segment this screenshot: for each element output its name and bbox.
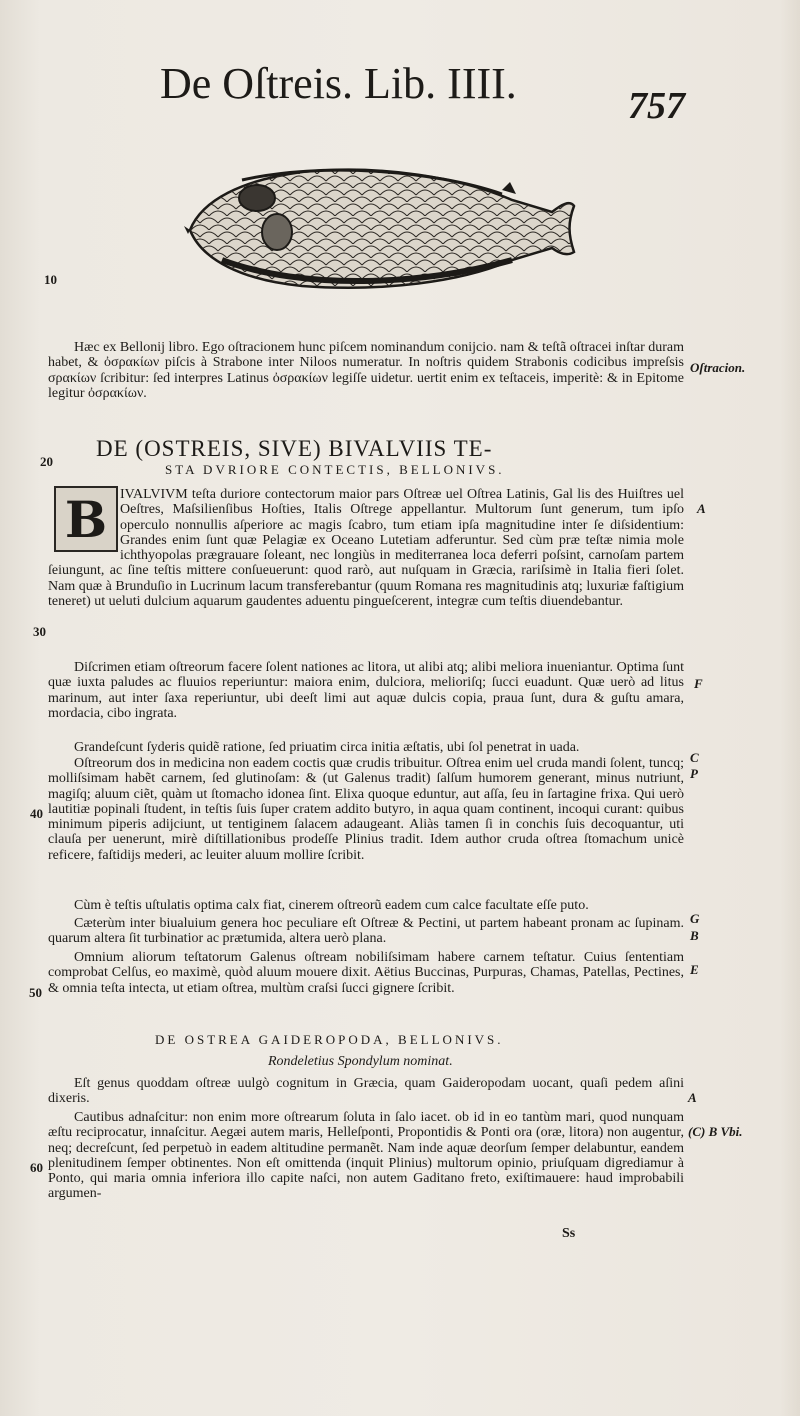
paragraph-bivalvia-6: Cæterùm inter biualuium genera hoc peculiare eſt Oſtreæ & Pectini, ut partem habeant pronam ac ſupinam. quarum altera ſit turbinatior ac prætumida, altera uerò plana. xyxy=(48,916,684,947)
section-heading-bivalvia: DE (OSTREIS, SIVE) BIVALVIIS TE- xyxy=(96,436,493,461)
margin-letter-b: B xyxy=(690,928,699,943)
page-number: 757 xyxy=(628,85,685,127)
line-number-30: 30 xyxy=(33,624,46,639)
line-number-50: 50 xyxy=(29,985,42,1000)
margin-letter-a-2: A xyxy=(688,1090,697,1105)
paragraph-bivalvia-4: Oſtreorum dos in medicina non eadem coctis quæ crudis tribuitur. Oſtrea enim uel cruda mandi ſolent, tuncq; molliſsimam habẽt carnem, ſed glutinoſam: & (ut Galenus tradit) ſalſum humorem generant, minus nutriunt, magiſq; aluum ciẽt, quàm ut ſtomacho idonea ſint. Elixa quoque eduntur, aut aſſa, ſeu in ſartagine frixa. Qui uerò lautitiæ popinali ſtudent, in teſtis ſuis ſuper cratem addito butyro, in aqua quam continent, incoqui curant: quibus minimum piperis adijciunt, ut tentiginem ſalacem adaugeant. Aliàs tamen ſi in conchis ſuis decoquantur, uti clauſa per uenerunt, mirè diſtillationibus prodeſſe Plinius tradit. Idem author cruda oſtrea ſtomachum unicè reficere, faſtidijs mederi, ac leuiter aluum mollire ſcribit. xyxy=(48,756,684,863)
margin-note-ostracion: Oſtracion. xyxy=(690,360,746,375)
margin-letter-g: G xyxy=(690,911,700,926)
margin-letter-e: E xyxy=(690,962,699,977)
line-number-40: 40 xyxy=(30,806,43,821)
paragraph-gaideropoda-2: Cautibus adnaſcitur: non enim more oſtrearum ſoluta in ſalo iacet. ob id in eo tantùm mari, quod nunquam æſtu reciprocatur, innaſcitur. Aegæi autem maris, Helleſponti, Propontidis & Ponti ora (oræ, litora) non augentur, neq; decreſcunt, ſed perpetuò in eadem altitudine permanẽt. Nam inde aquæ deorſum ſemper delabuntur, eandem plenitudinem ſemper obtinentes. Non eſt omittenda (inquit Plinius) multorum opinio, priuſquam digrediamur à Ponto, qui maria omnia inferiora illo capite naſci, non autem Gaditano freto, exiſtimauere: haud improbabili argumen- xyxy=(48,1110,684,1202)
signature-mark: Ss xyxy=(562,1226,576,1241)
section-subheading-rondeletius: Rondeletius Spondylum nominat. xyxy=(268,1054,453,1069)
paragraph-gaideropoda-1: Eſt genus quoddam oſtreæ uulgò cognitum in Græcia, quam Gaideropodam uocant, quaſi pedem aſini dixeris. xyxy=(48,1076,684,1107)
fish-woodcut-illustration xyxy=(182,160,577,300)
margin-letter-p: P xyxy=(690,766,698,781)
drop-cap-initial: B xyxy=(54,486,118,552)
running-head: De Oſtreis. Lib. IIII. xyxy=(160,59,517,108)
line-number-20: 20 xyxy=(40,454,53,469)
paragraph-bivalvia-5: Cùm è teſtis uſtulatis optima calx fiat, cinerem oſtreorũ eadem cum calce facultate eſſe puto. xyxy=(74,898,589,913)
paragraph-bivalvia-1-text: IVALVIVM teſta duriore contectorum maior pars Oſtreæ uel Oſtrea Latinis, Gal lis des Huiſtres uel Oeſtres, Maſsilienſibus Hoſties, Italis Oſtrege appellantur. Multorum ſunt generum, tum ipſo operculo nonnullis aſperiore ac magis ſcabro, tum etiam ipſa magnitudine inter ſe diſsidentium: Grandes enim ſunt quæ Pelagiæ ex Oceano Lutetiam adferuntur. Sed cùm præ teſtæ nimia mole ichthyopolas prægrauare ſoleant, nec longiùs in mediterranea loca deferri poſsint, carnoſam partem ſeiungunt, ac ſine teſtis mittere conſueuerunt: quod rarò, aut nuſquam in Græcia, rariſsimè in Italia fieri ſolet. Nam quæ à Brunduſio in Lucrinum lacum transferebantur (quum Romana res magnitudinis atq; luxuriæ faſtigium teneret) ut ueluti dulcium aquarum gaudentes aduentu pingueſcerent, integræ cum teſtis diuendebantur. xyxy=(48,487,684,610)
margin-letter-c: C xyxy=(690,750,699,765)
section-heading-gaideropoda: DE OSTREA GAIDEROPODA, BELLONIVS. xyxy=(155,1032,504,1047)
paragraph-bivalvia-2: Diſcrimen etiam oſtreorum facere ſolent nationes ac litora, ut alibi atq; alibi meliora inueniantur. Optima ſunt quæ iuxta paludes ac fluuios reperiuntur: maiora enim, dulciora, melioriſq; ſucci euadunt. Quæ uerò ad litus marinum, aut inter ſaxa reperiuntur, ubi deeſt limi aut aquæ dulcis copia, praua ſunt, dura & guſtu amara, mordacia, cibo ingrata. xyxy=(48,660,684,721)
line-number-60: 60 xyxy=(30,1160,43,1175)
intro-paragraph: Hæc ex Bellonij libro. Ego oſtracionem hunc piſcem nominandum conijcio. nam & teſtã oſtracei inſtar duram habet, & ὀσρακίων piſcis à Strabone inter Niloos numeratur. In noſtris quidem Strabonis codicibus impreſsis σρακίων ſcribitur: ſed interpres Latinus ὀσρακίων legiſſe uidetur. uertit enim ex teſtaceis, imperitè: & in Epitome legitur ὀσρακίων. xyxy=(48,340,685,401)
line-number-10: 10 xyxy=(44,272,57,287)
section-heading-bivalvia-line2: STA DVRIORE CONTECTIS, BELLONIVS. xyxy=(165,462,505,477)
paragraph-bivalvia-7: Omnium aliorum teſtatorum Galenus oſtream nobiliſsimam habere carnem teſtatur. Cuius ſententiam comprobat Celſus, eo maximè, quòd aluum mouere dixit. Aëtius Buccinas, Purpuras, Chamas, Patellas, Pectines, & omnia teſta intecta, ut etiam oſtrea, multùm craſsi ſucci gignere ſcribit. xyxy=(48,950,684,996)
margin-letter-f: F xyxy=(694,676,703,691)
paragraph-bivalvia-1 xyxy=(48,487,684,609)
paragraph-bivalvia-3: Grandeſcunt ſyderis quidẽ ratione, ſed priuatim circa initia æſtatis, ubi ſol penetrat in uada. xyxy=(74,740,580,755)
margin-letter-a: A xyxy=(697,501,706,516)
margin-note-cb-vbi: (C) B Vbi. xyxy=(688,1124,743,1139)
